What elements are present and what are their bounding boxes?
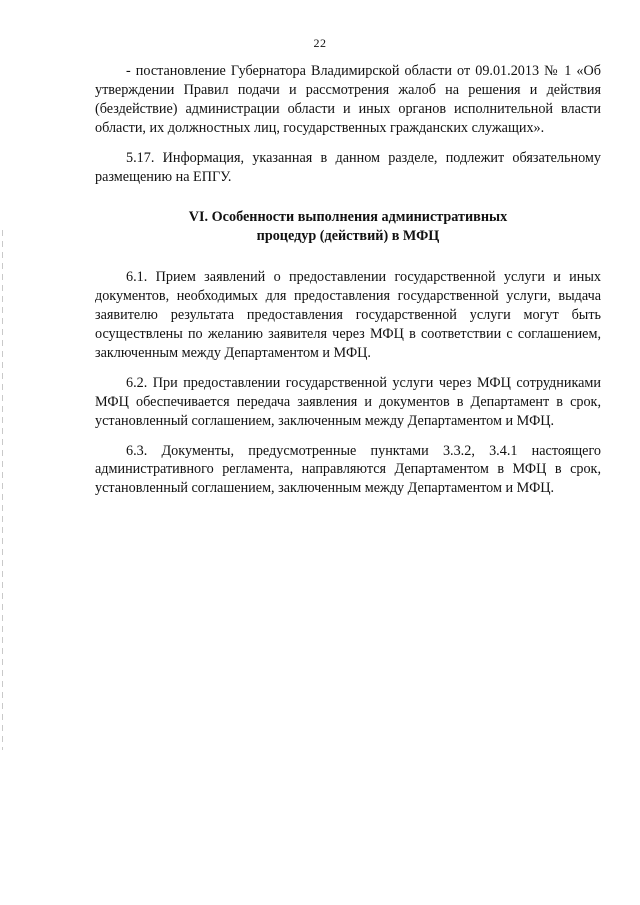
document-body — [95, 62, 601, 498]
paragraph-6-1: 6.1. Прием заявлений о предоставлении государственной услуги и иных документов, необходимых для предоставления государственной услуги, выдача заявителю результата предоставления государственной услуги могут быть осуществлены по желанию заявителя через МФЦ в соответствии с соглашением, заключенным между Департаментом и МФЦ. — [95, 269, 601, 361]
section-heading — [95, 208, 601, 246]
scan-edge-line — [2, 230, 3, 750]
section-heading-line-2: процедур (действий) в МФЦ — [256, 228, 440, 245]
paragraph-6-2: 6.2. При предоставлении государственной услуги через МФЦ сотрудниками МФЦ обеспечивается передача заявления и документов в Департамент в срок, установленный соглашением, заключенным между Департаментом и МФЦ. — [95, 374, 601, 429]
paragraph-5-17: 5.17. Информация, указанная в данном разделе, подлежит обязательному размещению на ЕПГУ. — [95, 149, 601, 185]
page-number: 22 — [313, 36, 327, 50]
section-heading-line-1: VI. Особенности выполнения административных — [188, 209, 508, 226]
paragraph-decree-reference: - постановление Губернатора Владимирской области от 09.01.2013 № 1 «Об утверждении Правил подачи и рассмотрения жалоб на решения и действия (бездействие) администрации области и иных органов исполнительной власти области, их должностных лиц, государственных гражданских служащих». — [95, 63, 601, 136]
paragraph-6-3: 6.3. Документы, предусмотренные пунктами 3.3.2, 3.4.1 настоящего административного регламента, направляются Департаментом в МФЦ в срок, установленный соглашением, заключенным между Департаментом и МФЦ. — [95, 442, 601, 497]
